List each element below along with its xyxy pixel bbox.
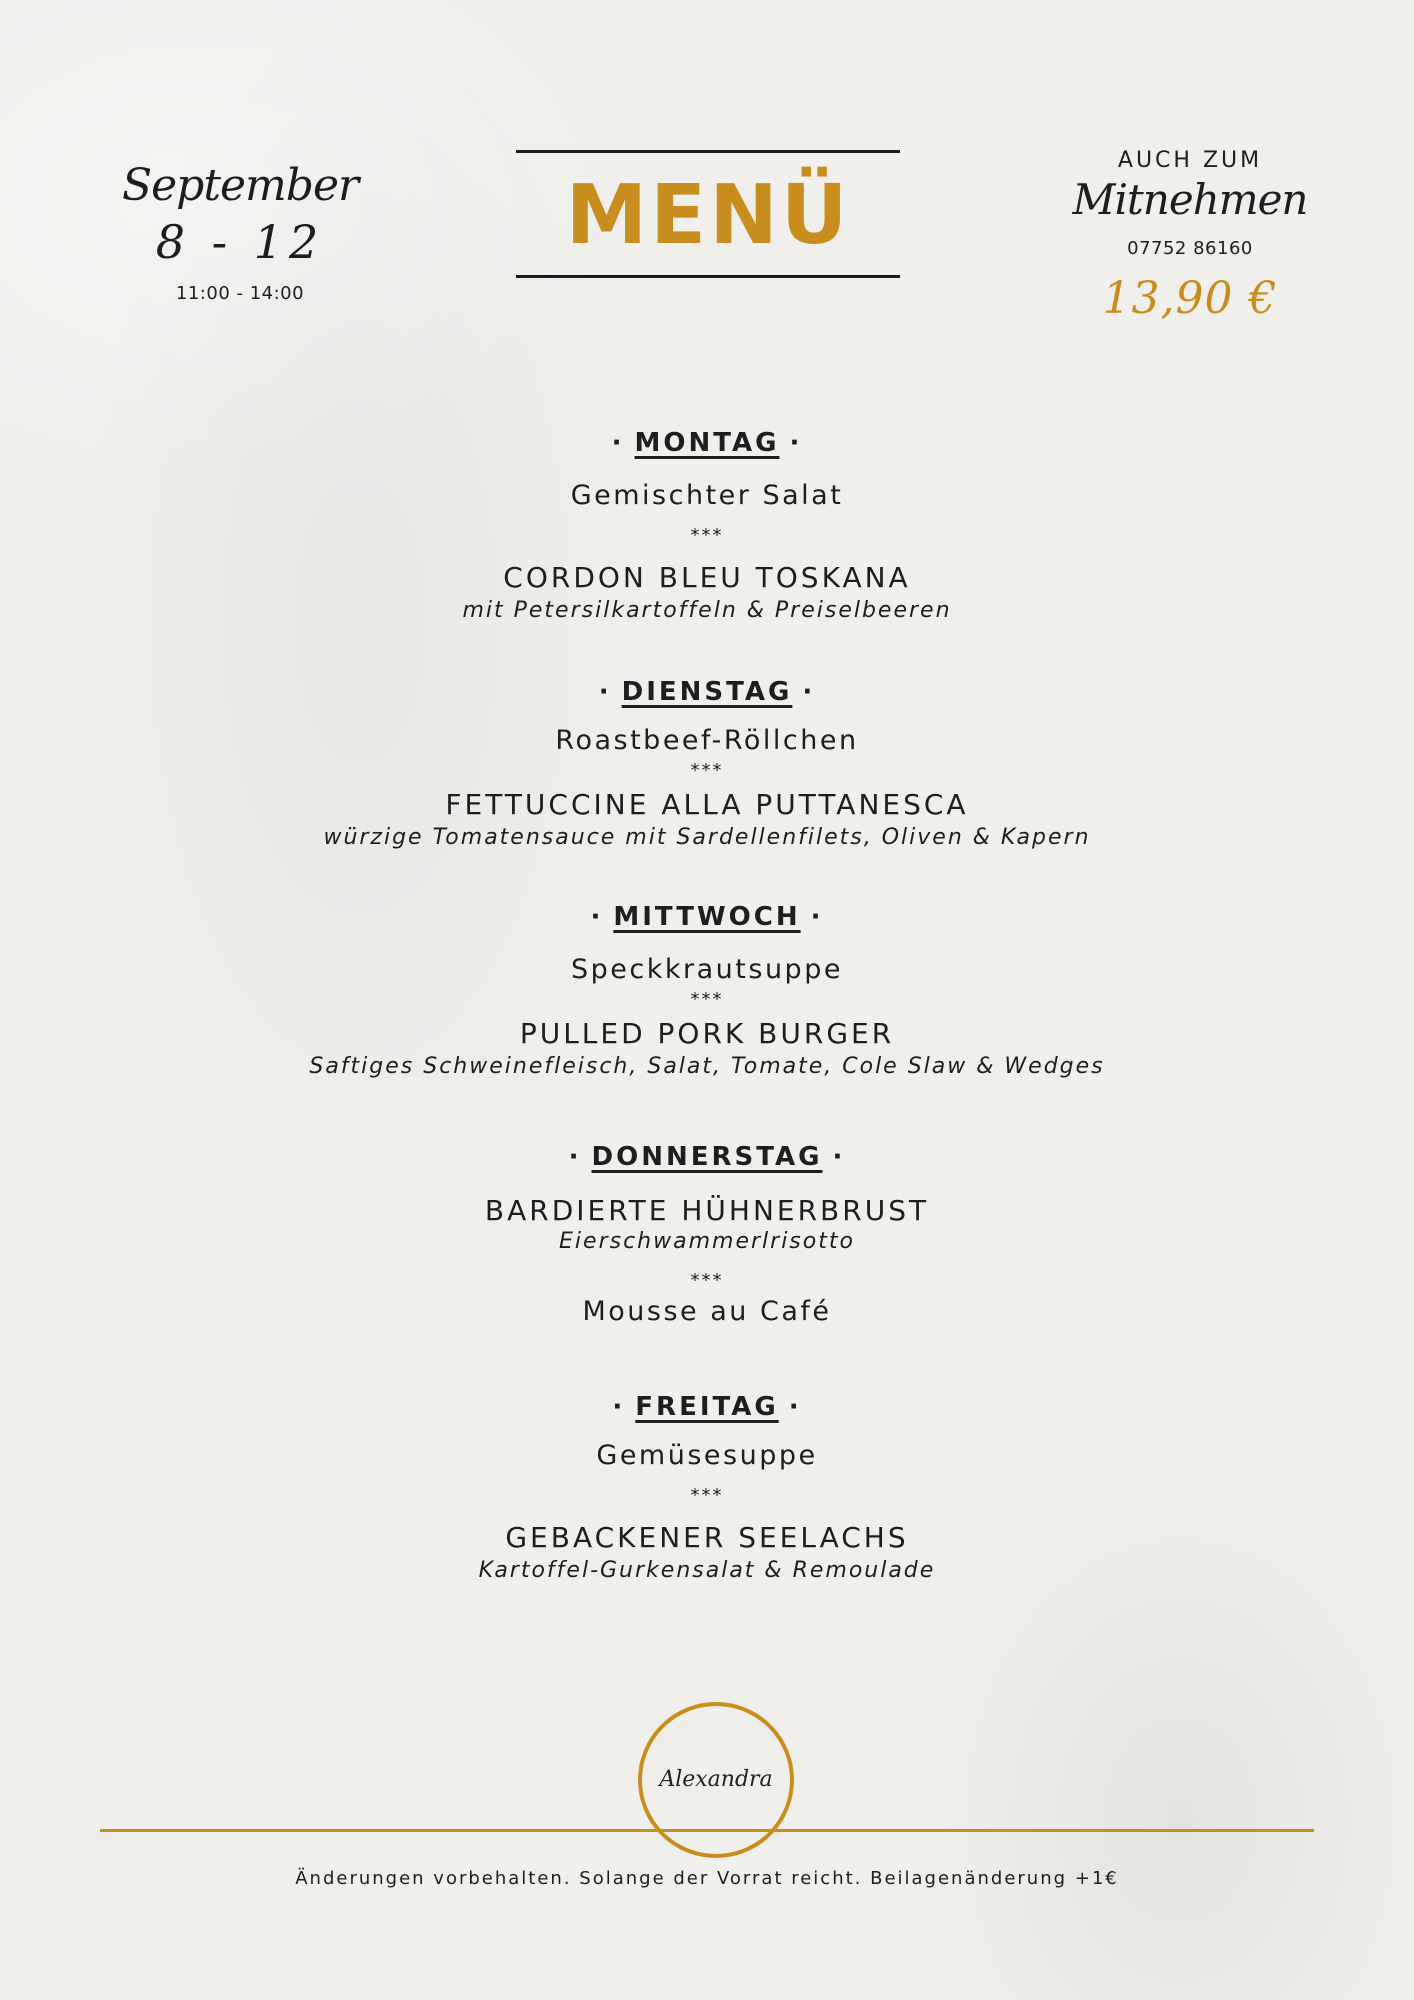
day-heading: · DIENSTAG · [598, 677, 816, 707]
page-title: MENÜ [565, 168, 851, 263]
separator: *** [690, 1485, 724, 1506]
phone-number: 07752 86160 [1127, 238, 1253, 259]
footer-divider [100, 1829, 1314, 1832]
separator: *** [690, 1270, 724, 1291]
starter: Speckkrautsuppe [571, 954, 843, 985]
day-heading: · MONTAG · [611, 428, 803, 458]
footer-note: Änderungen vorbehalten. Solange der Vorrat reicht. Beilagenänderung +1€ [295, 1868, 1119, 1889]
day-tuesday [0, 677, 1414, 850]
day-name: MONTAG [634, 428, 780, 458]
starter: Gemüsesuppe [596, 1440, 818, 1471]
month-label: September [121, 160, 359, 211]
day-heading: · FREITAG · [612, 1392, 802, 1422]
price: 13,90 € [1102, 273, 1278, 324]
takeaway-line2: Mitnehmen [1072, 175, 1308, 224]
main-dish: GEBACKENER SEELACHS [505, 1521, 909, 1554]
side-dish: würzige Tomatensauce mit Sardellenfilets, Oliven & Kapern [323, 825, 1091, 850]
day-name: MITTWOCH [613, 902, 801, 932]
dessert: Mousse au Café [582, 1296, 832, 1327]
title-block [516, 150, 900, 278]
takeaway-line1: AUCH ZUM [1117, 148, 1263, 173]
main-dish: CORDON BLEU TOSKANA [503, 561, 911, 594]
day-heading: · MITTWOCH · [590, 902, 824, 932]
side-dish: Eierschwammerlrisotto [559, 1229, 855, 1254]
separator: *** [690, 760, 724, 781]
takeaway-block [1050, 148, 1330, 324]
opening-hours: 11:00 - 14:00 [175, 283, 305, 304]
logo-text: Alexandra [659, 1767, 773, 1792]
day-thursday [0, 1142, 1414, 1327]
side-dish: Saftiges Schweinefleisch, Salat, Tomate, Cole Slaw & Wedges [309, 1054, 1105, 1079]
main-dish: PULLED PORK BURGER [519, 1017, 895, 1050]
date-range: 8 - 12 [155, 215, 325, 269]
day-friday [0, 1392, 1414, 1583]
day-name: DIENSTAG [621, 677, 793, 707]
day-name: DONNERSTAG [591, 1142, 823, 1172]
separator: *** [690, 525, 724, 546]
logo [638, 1702, 794, 1858]
day-monday [0, 428, 1414, 623]
date-block [110, 160, 370, 304]
main-dish: BARDIERTE HÜHNERBRUST [484, 1194, 930, 1227]
day-name: FREITAG [635, 1392, 779, 1422]
starter: Gemischter Salat [570, 480, 844, 511]
day-wednesday [0, 902, 1414, 1079]
starter: Roastbeef-Röllchen [555, 725, 859, 756]
main-dish: FETTUCCINE ALLA PUTTANESCA [445, 788, 969, 821]
side-dish: Kartoffel-Gurkensalat & Remoulade [478, 1558, 936, 1583]
day-heading: · DONNERSTAG · [568, 1142, 846, 1172]
separator: *** [690, 989, 724, 1010]
title-rule-bottom [516, 275, 900, 278]
side-dish: mit Petersilkartoffeln & Preiselbeeren [462, 598, 952, 623]
